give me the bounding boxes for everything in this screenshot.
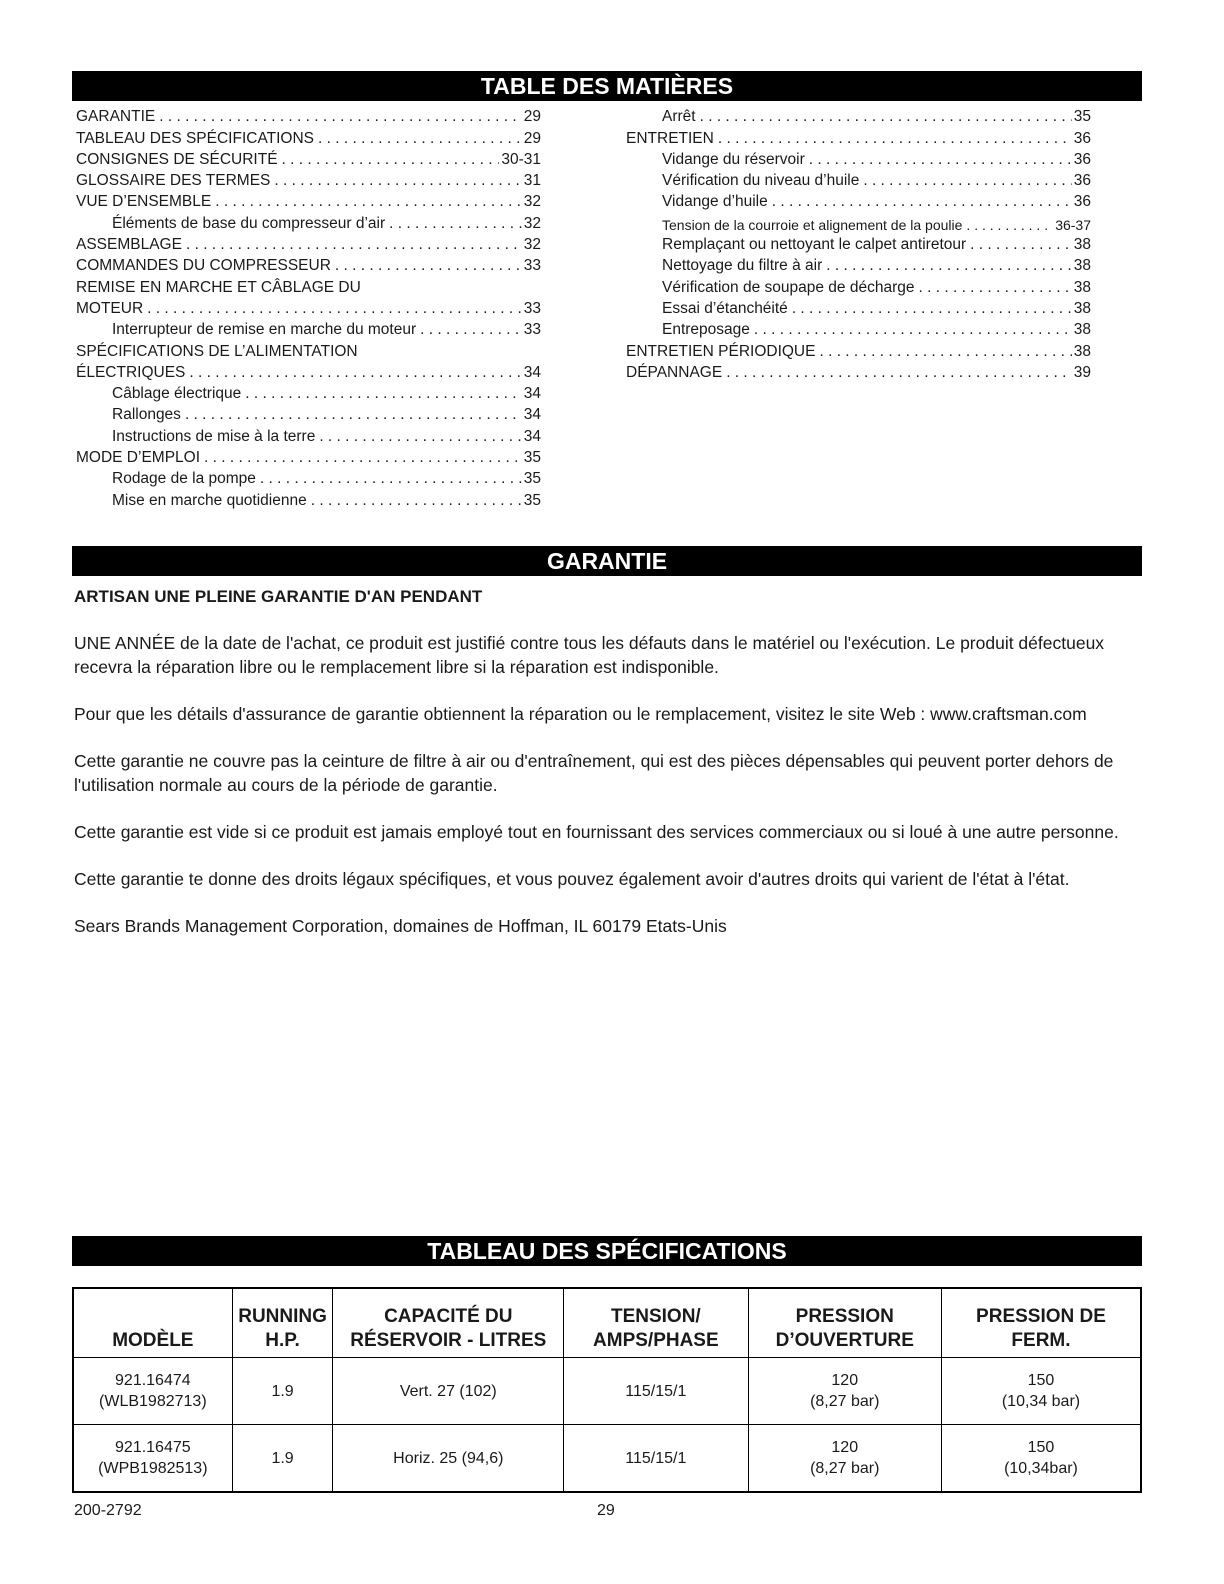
toc-leader-dots [311, 492, 522, 510]
toc-entry [76, 446, 541, 467]
toc-leader-dots [186, 236, 522, 254]
specs-cell [564, 1425, 748, 1493]
toc-entry-page: 33 [523, 321, 541, 339]
toc-entry [76, 403, 541, 424]
toc-entry [626, 169, 1091, 190]
toc-entry-page: 34 [523, 363, 541, 381]
toc-entry-title: Vidange d’huile [662, 193, 768, 211]
toc-entry [626, 190, 1091, 211]
toc-leader-dots [389, 215, 522, 233]
specs-cell-line1: 115/15/1 [625, 1449, 687, 1467]
garantie-paragraph: Cette garantie est vide si ce produit est jamais employé tout en fournissant des services commerciaux ou si loué à une autre personne. [74, 822, 1119, 842]
toc-entry-page: 38 [1073, 321, 1091, 339]
toc-entry [626, 339, 1091, 360]
toc-entry-title: SPÉCIFICATIONS DE L’ALIMENTATION [76, 342, 358, 360]
toc-entry-title: ENTRETIEN PÉRIODIQUE [626, 342, 816, 360]
toc-entry [76, 318, 541, 339]
specs-cell-line1: Horiz. 25 (94,6) [393, 1449, 504, 1467]
specs-cell [564, 1358, 748, 1425]
specs-cell-line1: 921.16474 [115, 1372, 191, 1389]
specs-cell [333, 1425, 564, 1493]
specs-cell-line2: (WPB1982513) [98, 1460, 208, 1477]
toc-leader-dots [282, 151, 500, 169]
toc-leader-dots [215, 193, 522, 211]
toc-entry-title: Vérification de soupape de décharge [662, 278, 915, 296]
toc-leader-dots [245, 385, 521, 403]
toc-entry-title: ASSEMBLAGE [76, 236, 182, 254]
toc-entry [626, 148, 1091, 169]
toc-leader-dots [718, 130, 1072, 148]
toc-entry [76, 275, 541, 296]
toc-entry-title: Rallonges [112, 406, 181, 424]
specs-title-bar: TABLEAU DES SPÉCIFICATIONS [72, 1236, 1142, 1266]
specs-header-cell [564, 1288, 748, 1358]
toc-entry-page: 35 [523, 470, 541, 488]
specs-cell-line1: 115/15/1 [625, 1382, 687, 1400]
toc-leader-dots [826, 257, 1071, 275]
table-row [73, 1358, 1141, 1425]
specs-header-line2: MODÈLE [112, 1330, 194, 1351]
toc-leader-dots [966, 217, 1053, 233]
garantie-paragraph: UNE ANNÉE de la date de l'achat, ce produit est justifié contre tous les défauts dans le matériel ou l'exécution. Le produit défectueux recevra la réparation libre ou le remplacement libre si la réparation est indisponible. [74, 633, 1105, 677]
toc-entry-page: 30-31 [501, 150, 541, 168]
toc-right-column [626, 105, 1091, 382]
toc-entry [76, 169, 541, 190]
toc-entry-page: 29 [523, 108, 541, 126]
specs-cell-line1: 120 [831, 1372, 859, 1389]
specs-cell [941, 1425, 1141, 1493]
specs-header-line1: CAPACITÉ DU [384, 1306, 513, 1327]
specs-header-cell [748, 1288, 941, 1358]
toc-left-column [76, 105, 541, 510]
toc-entry [76, 148, 541, 169]
toc-entry-title: MOTEUR [76, 299, 144, 317]
doc-number: 200-2792 [74, 1502, 142, 1519]
toc-leader-dots [863, 172, 1071, 190]
toc-entry-page: 38 [1073, 299, 1091, 317]
garantie-paragraph: Cette garantie te donne des droits légaux spécifiques, et vous pouvez également avoir d'autres droits qui varient de l'état à l'état. [74, 869, 1070, 889]
toc-entry [76, 190, 541, 211]
toc-entry-title: ENTRETIEN [626, 129, 714, 147]
specs-header-row [73, 1288, 1141, 1358]
toc-leader-dots [185, 406, 522, 424]
garantie-subtitle: ARTISAN UNE PLEINE GARANTIE D'AN PENDANT [74, 587, 483, 606]
specs-header-line1: TENSION/ [610, 1306, 701, 1327]
toc-entry [76, 105, 541, 126]
specs-header-cell [941, 1288, 1141, 1358]
specs-cell-line1: Vert. 27 (102) [399, 1382, 497, 1400]
specs-cell [748, 1358, 941, 1425]
specs-header-cell [73, 1288, 232, 1358]
specs-cell [941, 1358, 1141, 1425]
toc-entry-page: 35 [1073, 108, 1091, 126]
toc-entry [76, 361, 541, 382]
toc-entry [76, 424, 541, 445]
toc-entry-page: 38 [1073, 236, 1091, 254]
toc-entry [626, 105, 1091, 126]
toc-leader-dots [318, 130, 522, 148]
specs-table [72, 1287, 1142, 1493]
toc-entry [76, 488, 541, 509]
toc-entry-title: GARANTIE [76, 108, 156, 126]
toc-entry-title: Vérification du niveau d’huile [662, 172, 860, 190]
specs-header-line2: RÉSERVOIR - LITRES [350, 1330, 547, 1351]
specs-header-line1: PRESSION DE [976, 1306, 1106, 1327]
toc-leader-dots [700, 108, 1072, 126]
toc-leader-dots [726, 364, 1072, 382]
toc-entry-title: Rodage de la pompe [112, 470, 256, 488]
toc-entry-title: DÉPANNAGE [626, 363, 723, 381]
specs-cell [748, 1425, 941, 1493]
specs-cell-line2: (10,34bar) [1004, 1460, 1078, 1477]
toc-entry-title: Remplaçant ou nettoyant le calpet antiretour [662, 236, 967, 254]
toc-entry-title: REMISE EN MARCHE ET CÂBLAGE DU [76, 278, 361, 296]
toc-entry-title: MODE D’EMPLOI [76, 449, 201, 467]
toc-leader-dots [809, 151, 1072, 169]
toc-leader-dots [147, 300, 522, 318]
toc-entry-title: Nettoyage du filtre à air [662, 257, 823, 275]
toc-leader-dots [319, 428, 521, 446]
toc-leader-dots [204, 449, 522, 467]
toc-entry [76, 126, 541, 147]
toc-leader-dots [260, 470, 522, 488]
toc-entry-title: CONSIGNES DE SÉCURITÉ [76, 150, 278, 168]
specs-header-line2: FERM. [1011, 1330, 1071, 1351]
toc-title-bar: TABLE DES MATIÈRES [72, 71, 1142, 101]
toc-entry-title: COMMANDES DU COMPRESSEUR [76, 257, 331, 275]
toc-entry-page: 34 [523, 385, 541, 403]
specs-cell [333, 1358, 564, 1425]
toc-entry-title: Arrêt [662, 108, 696, 126]
toc-entry-page: 38 [1073, 278, 1091, 296]
toc-entry-title: Éléments de base du compresseur d’air [112, 214, 386, 232]
toc-entry-title: Tension de la courroie et alignement de la poulie [662, 216, 963, 233]
specs-cell [73, 1358, 232, 1425]
toc-entry-page: 33 [523, 299, 541, 317]
toc-entry-page: 32 [523, 214, 541, 232]
toc-entry-title: Essai d’étanchéité [662, 299, 788, 317]
toc-entry-page: 34 [523, 427, 541, 445]
specs-cell-line2: (8,27 bar) [810, 1393, 880, 1410]
toc-leader-dots [159, 108, 522, 126]
toc-entry [626, 254, 1091, 275]
page-number: 29 [597, 1502, 615, 1519]
toc-entry-page: 31 [523, 172, 541, 190]
toc-entry [76, 297, 541, 318]
specs-cell [232, 1358, 333, 1425]
toc-entry-title: Câblage électrique [112, 385, 242, 403]
toc-entry-page: 32 [523, 193, 541, 211]
specs-header-line2: AMPS/PHASE [593, 1330, 719, 1351]
specs-header-line1: PRESSION [795, 1306, 894, 1327]
specs-header-line1: RUNNING [238, 1306, 327, 1327]
specs-cell-line1: 1.9 [271, 1449, 294, 1467]
toc-entry-page: 38 [1073, 257, 1091, 275]
specs-cell [232, 1425, 333, 1493]
toc-leader-dots [919, 279, 1072, 297]
toc-entry [76, 211, 541, 232]
toc-entry [626, 361, 1091, 382]
toc-entry-page: 36 [1073, 172, 1091, 190]
toc-entry [76, 382, 541, 403]
specs-cell-line1: 1.9 [271, 1382, 294, 1400]
garantie-paragraph: Cette garantie ne couvre pas la ceinture de filtre à air ou d'entraînement, qui est des pièces dépensables qui peuvent porter dehors de l'utilisation normale au cours de la période de garantie. [74, 751, 1114, 795]
toc-entry-page: 36 [1073, 129, 1091, 147]
specs-cell-line2: (WLB1982713) [99, 1393, 207, 1410]
toc-leader-dots [970, 236, 1072, 254]
garantie-paragraph: Pour que les détails d'assurance de garantie obtiennent la réparation ou le remplacement, visitez le site Web : www.craftsman.com [74, 704, 1087, 724]
toc-entry-page: 32 [523, 236, 541, 254]
toc-entry-page: 39 [1073, 363, 1091, 381]
toc-leader-dots [335, 257, 522, 275]
toc-entry-page: 36-37 [1055, 216, 1091, 233]
toc-entry [626, 126, 1091, 147]
toc-leader-dots [772, 193, 1072, 211]
toc-entry [76, 254, 541, 275]
toc-entry-page: 38 [1073, 342, 1091, 360]
garantie-title-bar: GARANTIE [72, 546, 1142, 576]
table-row [73, 1425, 1141, 1493]
specs-cell-line1: 921.16475 [115, 1439, 191, 1456]
specs-cell-line2: (8,27 bar) [810, 1460, 880, 1477]
toc-entry [626, 275, 1091, 296]
toc-entry [626, 297, 1091, 318]
toc-entry-title: ÉLECTRIQUES [76, 363, 186, 381]
specs-header-cell [232, 1288, 333, 1358]
garantie-paragraph: Sears Brands Management Corporation, domaines de Hoffman, IL 60179 Etats-Unis [74, 916, 727, 936]
specs-cell-line2: (10,34 bar) [1001, 1393, 1081, 1410]
toc-entry [626, 318, 1091, 339]
specs-cell-line1: 150 [1027, 1372, 1055, 1389]
toc-entry-title: VUE D’ENSEMBLE [76, 193, 212, 211]
toc-entry [76, 233, 541, 254]
toc-entry-page: 29 [523, 129, 541, 147]
toc-leader-dots [189, 364, 521, 382]
specs-cell-line1: 120 [831, 1439, 859, 1456]
toc-entry-page: 35 [523, 491, 541, 509]
toc-entry-title: Entreposage [662, 321, 750, 339]
toc-entry-title: Instructions de mise à la terre [112, 427, 316, 445]
toc-entry-title: Mise en marche quotidienne [112, 491, 307, 509]
toc-leader-dots [754, 321, 1072, 339]
specs-header-cell [333, 1288, 564, 1358]
toc-leader-dots [792, 300, 1072, 318]
toc-entry [626, 233, 1091, 254]
toc-entry-page: 36 [1073, 193, 1091, 211]
specs-header-line2: D’OUVERTURE [775, 1330, 914, 1351]
specs-cell [73, 1425, 232, 1493]
toc-entry [626, 211, 1091, 232]
toc-entry-page: 34 [523, 406, 541, 424]
toc-leader-dots [819, 343, 1071, 361]
toc-leader-dots [420, 321, 522, 339]
toc-entry [76, 467, 541, 488]
toc-entry [76, 339, 541, 360]
toc-entry-page: 36 [1073, 150, 1091, 168]
specs-header-line2: H.P. [265, 1330, 300, 1351]
toc-entry-page: 35 [523, 449, 541, 467]
toc-entry-title: Vidange du réservoir [662, 150, 805, 168]
specs-cell-line1: 150 [1027, 1439, 1055, 1456]
toc-entry-title: Interrupteur de remise en marche du moteur [112, 321, 417, 339]
toc-entry-page: 33 [523, 257, 541, 275]
toc-entry-title: GLOSSAIRE DES TERMES [76, 172, 271, 190]
toc-entry-title: TABLEAU DES SPÉCIFICATIONS [76, 129, 315, 147]
toc-leader-dots [274, 172, 521, 190]
garantie-section [74, 585, 1142, 961]
